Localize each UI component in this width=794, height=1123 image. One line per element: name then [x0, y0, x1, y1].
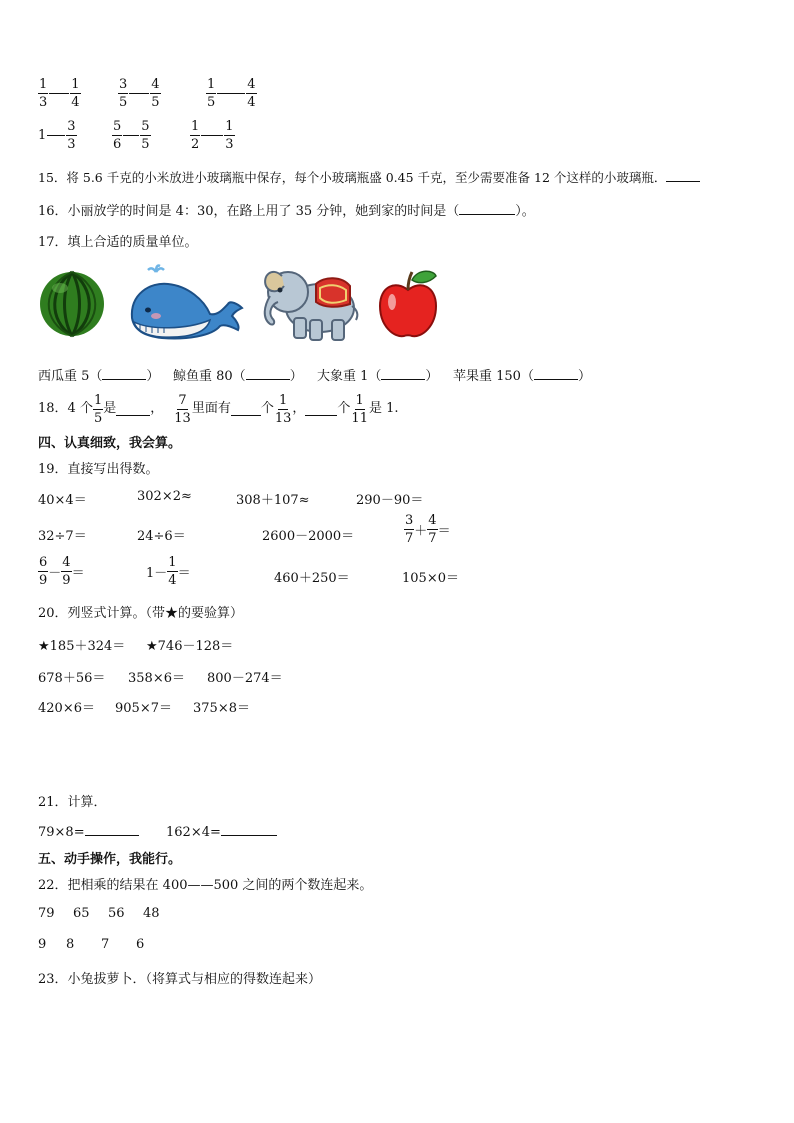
vertical-calc-item: 358×6＝ — [128, 671, 185, 686]
number-item[interactable]: 48 — [143, 906, 160, 921]
arith-item: 2600－2000＝ — [262, 529, 355, 544]
numerator: 1 — [355, 392, 364, 408]
denominator: 3 — [67, 137, 76, 152]
compare-blank[interactable] — [129, 93, 149, 94]
vertical-calc-item: 420×6＝ — [38, 701, 95, 716]
denominator: 6 — [113, 137, 122, 152]
denominator: 9 — [39, 573, 48, 588]
elephant-icon — [258, 262, 362, 344]
item-text-end: ） — [289, 369, 303, 384]
question-text: ， — [150, 401, 164, 416]
number-item[interactable]: 7 — [101, 937, 110, 952]
arith-item: 302×2≈ — [137, 489, 192, 504]
answer-blank[interactable] — [231, 403, 261, 416]
denominator: 4 — [168, 573, 177, 588]
question-20-title: 20．列竖式计算。（带★的要验算） — [38, 606, 244, 621]
number-item[interactable]: 56 — [108, 906, 125, 921]
fraction — [66, 120, 76, 151]
denominator: 4 — [247, 95, 256, 110]
vertical-calc-item: 375×8＝ — [193, 701, 250, 716]
q19-row-3 — [38, 556, 458, 596]
numerator: 1 — [168, 555, 177, 570]
q14-item — [206, 78, 257, 109]
fraction — [93, 394, 103, 425]
fraction — [404, 514, 414, 545]
numerator: 3 — [405, 513, 414, 528]
numerator: 5 — [141, 119, 150, 134]
denominator: 5 — [93, 410, 103, 426]
numerator: 5 — [113, 119, 122, 134]
fraction — [224, 120, 234, 151]
compare-blank[interactable] — [217, 93, 245, 94]
unit-blank[interactable] — [246, 367, 290, 380]
question-23-title: 23．小兔拔萝卜．（将算式与相应的得数连起来） — [38, 972, 322, 987]
unit-blank[interactable] — [381, 367, 425, 380]
compare-blank[interactable] — [123, 135, 139, 136]
equals: ＝ — [71, 566, 85, 581]
question-text: 15．将 5.6 千克的小米放进小玻璃瓶中保存，每个小玻璃瓶盛 0.45 千克，至少需要准备 12 个这样的小玻璃瓶． — [38, 170, 667, 185]
section-5-title: 五、动手操作，我能行。 — [38, 852, 182, 867]
numerator: 7 — [178, 392, 187, 408]
question-text: ， — [292, 401, 306, 416]
question-21-title: 21．计算． — [38, 795, 107, 810]
operator: ＋ — [414, 524, 428, 539]
calc-item — [38, 823, 139, 840]
question-text-end: ）。 — [515, 204, 535, 219]
numerator: 1 — [93, 392, 103, 408]
q22-row-1 — [38, 906, 238, 922]
question-16 — [38, 200, 535, 219]
denominator: 2 — [191, 137, 200, 152]
vertical-calc-item: 678＋56＝ — [38, 671, 106, 686]
vertical-calc-item: 905×7＝ — [115, 701, 172, 716]
number-item[interactable]: 9 — [38, 937, 47, 952]
apple-icon — [378, 268, 438, 340]
denominator: 5 — [119, 95, 128, 110]
numerator: 4 — [247, 77, 256, 92]
compare-blank[interactable] — [47, 135, 65, 136]
watermelon-icon — [38, 270, 106, 338]
answer-blank[interactable] — [305, 403, 337, 416]
q19-row-1 — [38, 489, 458, 508]
q19-row-2 — [38, 514, 458, 554]
item-text: 苹果重 150（ — [453, 369, 534, 384]
numerator: 4 — [151, 77, 160, 92]
fraction — [350, 394, 369, 425]
q22-row-2 — [38, 937, 238, 953]
arith-item: 460＋250＝ — [274, 571, 350, 586]
section-4-title: 四、认真细致，我会算。 — [38, 436, 182, 451]
denominator: 13 — [274, 410, 292, 426]
compare-blank[interactable] — [49, 93, 69, 94]
q20-row-1 — [38, 635, 338, 654]
fraction — [206, 78, 216, 109]
numerator: 1 — [39, 77, 48, 92]
arith-item: 32÷7＝ — [38, 529, 87, 544]
item-text: 鲸鱼重 80（ — [173, 369, 246, 384]
question-text: 个 — [337, 401, 351, 416]
arith-item — [404, 514, 451, 545]
q17-item-whale — [173, 365, 303, 384]
q17-item-watermelon — [38, 365, 159, 384]
fraction — [140, 120, 150, 151]
item-text-end: ） — [577, 369, 591, 384]
answer-blank[interactable] — [116, 403, 150, 416]
question-text: 个 — [260, 401, 274, 416]
equals: ＝ — [437, 524, 451, 539]
question-15 — [38, 168, 700, 186]
denominator: 3 — [39, 95, 48, 110]
equals: ＝ — [177, 566, 191, 581]
calc-text: 162×4= — [166, 825, 221, 840]
answer-blank[interactable] — [459, 202, 515, 215]
denominator: 7 — [428, 531, 437, 546]
q20-row-3 — [38, 697, 338, 716]
numerator: 1 — [191, 119, 200, 134]
q14-item — [118, 78, 161, 109]
fraction — [173, 394, 192, 425]
unit-blank[interactable] — [534, 367, 578, 380]
question-text: 16．小丽放学的时间是 4：30，在路上用了 35 分钟，她到家的时间是（ — [38, 204, 460, 219]
arith-item — [146, 556, 191, 587]
fraction — [38, 556, 48, 587]
denominator: 4 — [71, 95, 80, 110]
number-item[interactable]: 79 — [38, 906, 55, 921]
answer-blank[interactable] — [85, 823, 139, 836]
numerator: 4 — [62, 555, 71, 570]
fraction — [167, 556, 177, 587]
calc-text: 79×8= — [38, 825, 85, 840]
arith-item: 40×4＝ — [38, 493, 87, 508]
vertical-calc-item: 800－274＝ — [207, 671, 283, 686]
denominator: 11 — [351, 410, 368, 426]
q21-row — [38, 823, 338, 839]
numerator: 6 — [39, 555, 48, 570]
question-17-title: 17．填上合适的质量单位。 — [38, 235, 198, 250]
arith-item: 290－90＝ — [356, 493, 424, 508]
whole-number: 1 — [38, 128, 47, 143]
fraction — [38, 78, 48, 109]
item-text: 西瓜重 5（ — [38, 369, 103, 384]
denominator: 5 — [207, 95, 216, 110]
answer-blank[interactable] — [221, 823, 277, 836]
denominator: 5 — [151, 95, 160, 110]
arith-item: 24÷6＝ — [137, 529, 186, 544]
fraction — [246, 78, 256, 109]
arith-item: 308＋107≈ — [236, 493, 310, 508]
question-19-title: 19．直接写出得数。 — [38, 462, 159, 477]
compare-blank[interactable] — [201, 135, 223, 136]
question-22-title: 22．把相乘的结果在 400——500 之间的两个数连起来。 — [38, 878, 373, 893]
number-item[interactable]: 8 — [66, 937, 75, 952]
q20-row-2 — [38, 667, 338, 686]
item-text-end: ） — [146, 369, 160, 384]
whale-icon — [126, 264, 246, 344]
denominator: 9 — [62, 573, 71, 588]
fraction — [112, 120, 122, 151]
question-text: 18．4 个 — [38, 401, 93, 416]
numerator: 1 — [207, 77, 216, 92]
operator: － — [48, 566, 62, 581]
numerator: 1 — [71, 77, 80, 92]
numerator: 4 — [428, 513, 437, 528]
denominator: 5 — [141, 137, 150, 152]
calc-item — [166, 823, 277, 840]
fraction — [70, 78, 80, 109]
fraction — [118, 78, 128, 109]
question-text: 是 1. — [368, 401, 399, 416]
numerator: 1 — [278, 392, 288, 408]
denominator: 3 — [225, 137, 234, 152]
numerator: 1 — [225, 119, 234, 134]
q14-item — [112, 120, 151, 151]
arith-item: 105×0＝ — [402, 571, 459, 586]
fraction — [61, 556, 71, 587]
number-item[interactable]: 6 — [136, 937, 145, 952]
fraction — [150, 78, 160, 109]
answer-blank[interactable] — [666, 169, 700, 182]
question-text: 里面有 — [191, 401, 231, 416]
question-18 — [38, 389, 399, 430]
q14-item — [38, 120, 77, 151]
item-text-end: ） — [425, 369, 439, 384]
question-text: 是 — [103, 401, 117, 416]
number-item[interactable]: 65 — [73, 906, 90, 921]
fraction — [427, 514, 437, 545]
numerator: 3 — [119, 77, 128, 92]
fraction — [190, 120, 200, 151]
fraction — [274, 394, 293, 425]
vertical-calc-item: ★185＋324＝ — [38, 639, 126, 654]
q17-item-elephant — [317, 365, 438, 384]
unit-blank[interactable] — [102, 367, 146, 380]
q17-item-apple — [453, 365, 591, 384]
arith-item — [38, 556, 85, 587]
whole-number: 1－ — [146, 566, 168, 581]
vertical-calc-item: ★746－128＝ — [146, 639, 234, 654]
q14-item — [190, 120, 235, 151]
denominator: 7 — [405, 531, 414, 546]
numerator: 3 — [67, 119, 76, 134]
item-text: 大象重 1（ — [317, 369, 382, 384]
q14-item — [38, 78, 81, 109]
denominator: 13 — [174, 410, 191, 426]
